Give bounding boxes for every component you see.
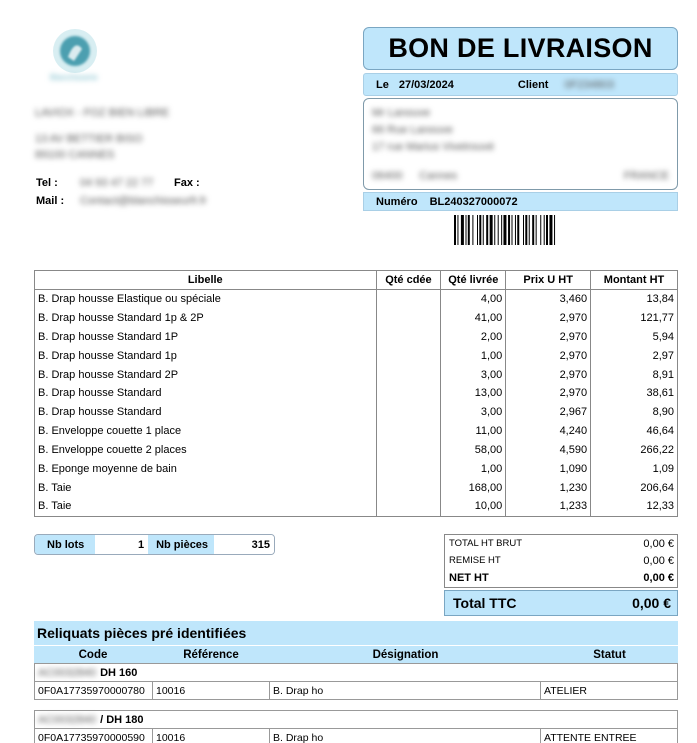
totals-box bbox=[444, 534, 678, 588]
line-montant-ht: 12,33 bbox=[591, 497, 678, 516]
line-qte-cdee bbox=[376, 478, 441, 497]
reliquat-designation: B. Drap ho bbox=[270, 682, 541, 699]
line-qte-livree: 58,00 bbox=[441, 441, 506, 460]
numero-label: Numéro bbox=[376, 195, 418, 208]
line-qte-cdee bbox=[376, 346, 441, 365]
line-montant-ht: 8,90 bbox=[591, 403, 678, 422]
line-montant-ht: 5,94 bbox=[591, 327, 678, 346]
company-logo bbox=[44, 27, 106, 83]
line-prix-u-ht: 2,970 bbox=[506, 346, 591, 365]
document-title: BON DE LIVRAISON bbox=[363, 27, 678, 70]
reliquat-statut: ATTENTE ENTREE bbox=[544, 731, 637, 743]
line-montant-ht: 46,64 bbox=[591, 422, 678, 441]
line-qte-livree: 11,00 bbox=[441, 422, 506, 441]
line-montant-ht: 13,84 bbox=[591, 290, 678, 309]
nb-pieces-value: 315 bbox=[214, 535, 274, 554]
lines-table-header bbox=[35, 271, 678, 290]
col-prix-u-ht: Prix U HT bbox=[506, 271, 591, 290]
col-qte-cdee: Qté cdée bbox=[376, 271, 441, 290]
line-qte-livree: 41,00 bbox=[441, 308, 506, 327]
line-libelle: B. Taie bbox=[38, 500, 72, 513]
line-libelle: B. Drap housse Elastique ou spéciale bbox=[38, 293, 221, 306]
table-row bbox=[35, 290, 678, 309]
line-montant-ht: 8,91 bbox=[591, 365, 678, 384]
line-qte-cdee bbox=[376, 460, 441, 479]
line-prix-u-ht: 1,230 bbox=[506, 478, 591, 497]
reliquat-group-label: / DH 180 bbox=[100, 713, 144, 726]
line-qte-livree: 10,00 bbox=[441, 497, 506, 516]
line-montant-ht: 38,61 bbox=[591, 384, 678, 403]
rel-col-designation: Désignation bbox=[372, 648, 439, 661]
line-qte-cdee bbox=[376, 403, 441, 422]
line-prix-u-ht: 2,970 bbox=[506, 327, 591, 346]
issuer-contact bbox=[36, 174, 207, 210]
issuer-line-2: 13 AV BETTIER BISO bbox=[35, 133, 143, 145]
line-qte-cdee bbox=[376, 308, 441, 327]
client-postcode: 06400 bbox=[372, 170, 403, 182]
barcode-icon bbox=[454, 215, 590, 245]
client-line-1: Mr Lanouve bbox=[372, 107, 431, 119]
line-prix-u-ht: 2,967 bbox=[506, 403, 591, 422]
line-qte-livree: 1,00 bbox=[441, 346, 506, 365]
line-libelle: B. Eponge moyenne de bain bbox=[38, 462, 177, 475]
line-qte-cdee bbox=[376, 422, 441, 441]
reliquat-statut: ATELIER bbox=[544, 684, 587, 697]
client-city: Cannes bbox=[419, 170, 458, 182]
table-row bbox=[35, 497, 678, 516]
line-libelle: B. Drap housse Standard 1p bbox=[38, 349, 177, 362]
client-line-3: 17 rue Marius Vivetrouvé bbox=[372, 141, 495, 153]
col-montant-ht: Montant HT bbox=[591, 271, 678, 290]
fax-label: Fax : bbox=[174, 177, 200, 189]
table-row bbox=[35, 365, 678, 384]
net-ht-label: NET HT bbox=[449, 571, 489, 584]
line-qte-cdee bbox=[376, 384, 441, 403]
reliquat-row bbox=[35, 682, 677, 699]
line-libelle: B. Enveloppe couette 1 place bbox=[38, 425, 182, 438]
reliquats-title: Reliquats pièces pré identifiées bbox=[34, 621, 678, 645]
line-prix-u-ht: 2,970 bbox=[506, 365, 591, 384]
nb-lots-label: Nb lots bbox=[35, 535, 95, 554]
line-qte-livree: 3,00 bbox=[441, 365, 506, 384]
table-row bbox=[35, 478, 678, 497]
logo-caption: Blanchisserie bbox=[50, 73, 98, 82]
line-prix-u-ht: 4,240 bbox=[506, 422, 591, 441]
tel-value: 04 93 47 22 77 bbox=[80, 177, 154, 189]
col-qte-livree: Qté livrée bbox=[441, 271, 506, 290]
line-qte-livree: 168,00 bbox=[441, 478, 506, 497]
reliquat-row bbox=[35, 729, 677, 743]
numero-value: BL240327000072 bbox=[429, 195, 518, 208]
total-ht-brut-value: 0,00 € bbox=[643, 537, 674, 550]
client-line-2: 66 Rue Lanouve bbox=[372, 124, 453, 136]
tel-label: Tel : bbox=[36, 177, 58, 189]
table-row bbox=[35, 422, 678, 441]
total-ttc-label: Total TTC bbox=[453, 595, 517, 611]
remise-label: REMISE HT bbox=[449, 555, 501, 566]
rel-col-reference: Référence bbox=[183, 648, 239, 661]
col-libelle: Libelle bbox=[35, 271, 377, 290]
line-libelle: B. Drap housse Standard 1P bbox=[38, 330, 179, 343]
line-prix-u-ht: 1,233 bbox=[506, 497, 591, 516]
reliquat-group-code: AC0032840 bbox=[38, 666, 97, 679]
line-qte-livree: 2,00 bbox=[441, 327, 506, 346]
nb-lots-value: 1 bbox=[95, 535, 149, 554]
line-prix-u-ht: 2,970 bbox=[506, 384, 591, 403]
table-row bbox=[35, 384, 678, 403]
issuer-line-3: 89100 CANNES bbox=[35, 149, 115, 161]
line-prix-u-ht: 2,970 bbox=[506, 308, 591, 327]
table-row bbox=[35, 346, 678, 365]
line-libelle: B. Drap housse Standard 2P bbox=[38, 368, 179, 381]
line-libelle: B. Enveloppe couette 2 places bbox=[38, 444, 187, 457]
line-qte-livree: 3,00 bbox=[441, 403, 506, 422]
reliquat-group bbox=[34, 710, 678, 743]
table-row bbox=[35, 460, 678, 479]
reliquat-designation: B. Drap ho bbox=[270, 729, 541, 743]
lots-box bbox=[34, 534, 275, 555]
reliquat-reference: 10016 bbox=[153, 729, 270, 743]
lines-table bbox=[34, 270, 678, 517]
client-label: Client bbox=[517, 78, 549, 91]
line-libelle: B. Drap housse Standard 1p & 2P bbox=[38, 311, 204, 324]
issuer-address bbox=[35, 105, 285, 163]
date-client-bar bbox=[363, 73, 678, 96]
line-qte-cdee bbox=[376, 327, 441, 346]
line-qte-livree: 1,00 bbox=[441, 460, 506, 479]
reliquats-header bbox=[34, 646, 678, 663]
client-code: 0F234803 bbox=[564, 78, 615, 91]
table-row bbox=[35, 403, 678, 422]
line-qte-cdee bbox=[376, 290, 441, 309]
reliquat-reference: 10016 bbox=[153, 682, 270, 699]
table-row bbox=[35, 327, 678, 346]
mail-label: Mail : bbox=[36, 195, 65, 207]
client-address-box bbox=[363, 98, 678, 190]
reliquat-code: 0F0A17735970000780 bbox=[35, 682, 153, 699]
line-montant-ht: 206,64 bbox=[591, 478, 678, 497]
line-qte-cdee bbox=[376, 497, 441, 516]
line-qte-livree: 13,00 bbox=[441, 384, 506, 403]
table-row bbox=[35, 308, 678, 327]
mail-value: Contact@blanchisseurfr.fr bbox=[80, 195, 207, 207]
line-libelle: B. Drap housse Standard bbox=[38, 387, 162, 400]
nb-pieces-label: Nb pièces bbox=[148, 535, 213, 554]
reliquat-code: 0F0A17735970000590 bbox=[35, 729, 153, 743]
total-ttc-bar bbox=[444, 590, 678, 616]
line-montant-ht: 266,22 bbox=[591, 441, 678, 460]
line-montant-ht: 1,09 bbox=[591, 460, 678, 479]
issuer-line-1: LAVIOX - FOZ BIEN LIBRE bbox=[35, 107, 170, 119]
total-ttc-value: 0,00 € bbox=[632, 595, 671, 611]
reliquat-group-code: AC0032840 bbox=[38, 713, 97, 726]
reliquat-group-label: DH 160 bbox=[100, 666, 138, 679]
line-montant-ht: 2,97 bbox=[591, 346, 678, 365]
line-qte-cdee bbox=[376, 365, 441, 384]
line-libelle: B. Taie bbox=[38, 481, 72, 494]
line-montant-ht: 121,77 bbox=[591, 308, 678, 327]
line-prix-u-ht: 1,090 bbox=[506, 460, 591, 479]
rel-col-code: Code bbox=[78, 648, 108, 661]
total-ht-brut-label: TOTAL HT BRUT bbox=[449, 538, 523, 549]
numero-bar bbox=[363, 192, 678, 211]
line-qte-livree: 4,00 bbox=[441, 290, 506, 309]
table-row bbox=[35, 441, 678, 460]
line-prix-u-ht: 3,460 bbox=[506, 290, 591, 309]
remise-value: 0,00 € bbox=[643, 554, 674, 567]
net-ht-value: 0,00 € bbox=[643, 571, 674, 584]
line-prix-u-ht: 4,590 bbox=[506, 441, 591, 460]
line-libelle: B. Drap housse Standard bbox=[38, 406, 162, 419]
date-label: Le bbox=[376, 78, 389, 91]
rel-col-statut: Statut bbox=[593, 648, 626, 661]
client-country: FRANCE bbox=[623, 170, 669, 182]
reliquat-group bbox=[34, 663, 678, 700]
date-value: 27/03/2024 bbox=[398, 78, 454, 91]
line-qte-cdee bbox=[376, 441, 441, 460]
